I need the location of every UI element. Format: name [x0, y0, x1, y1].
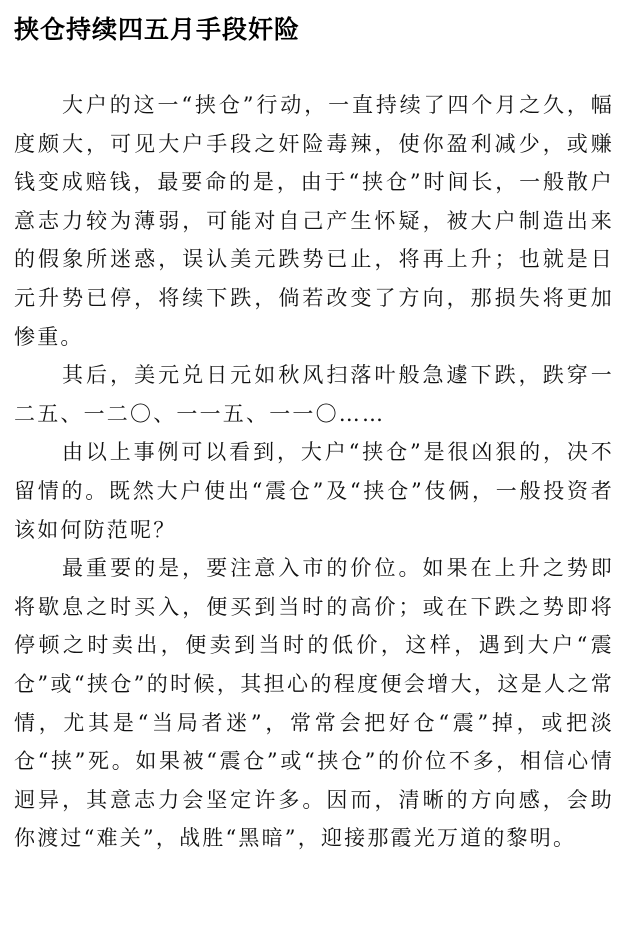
paragraph-1: 大户的这一“挟仓”行动，一直持续了四个月之久，幅度颇大，可见大户手段之奸险毒辣，使你盈利减少，或赚钱变成赔钱，最要命的是，由于“挟仓”时间长，一般散户意志力较为薄弱，可能对自己产生怀疑，被大户制造出来的假象所迷惑，误认美元跌势已止，将再上升；也就是日元升势已停，将续下跌，倘若改变了方向，那损失将更加惨重。	[14, 93, 614, 349]
paragraph-3: 由以上事例可以看到，大户“挟仓”是很凶狠的，决不留情的。既然大户使出“震仓”及“挟仓”伎俩，一般投资者该如何防范呢？	[14, 440, 614, 542]
body-text	[14, 86, 614, 858]
page-title: 挟仓持续四五月手段奸险	[14, 15, 301, 44]
paragraph-2: 其后，美元兑日元如秋风扫落叶般急遽下跌，跌穿一二五、一二〇、一一五、一一〇……	[14, 363, 614, 426]
paragraph-4: 最重要的是，要注意入市的价位。如果在上升之势即将歇息之时买入，便买到当时的高价；或在下跌之势即将停顿之时卖出，便卖到当时的低价，这样，遇到大户“震仓”或“挟仓”的时候，其担心的程度便会增大，这是人之常情，尤其是“当局者迷”，常常会把好仓“震”掉，或把淡仓“挟”死。如果被“震仓”或“挟仓”的价位不多，相信心情迥异，其意志力会坚定许多。因而，清晰的方向感，会助你渡过“难关”，战胜“黑暗”，迎接那霞光万道的黎明。	[14, 556, 614, 851]
